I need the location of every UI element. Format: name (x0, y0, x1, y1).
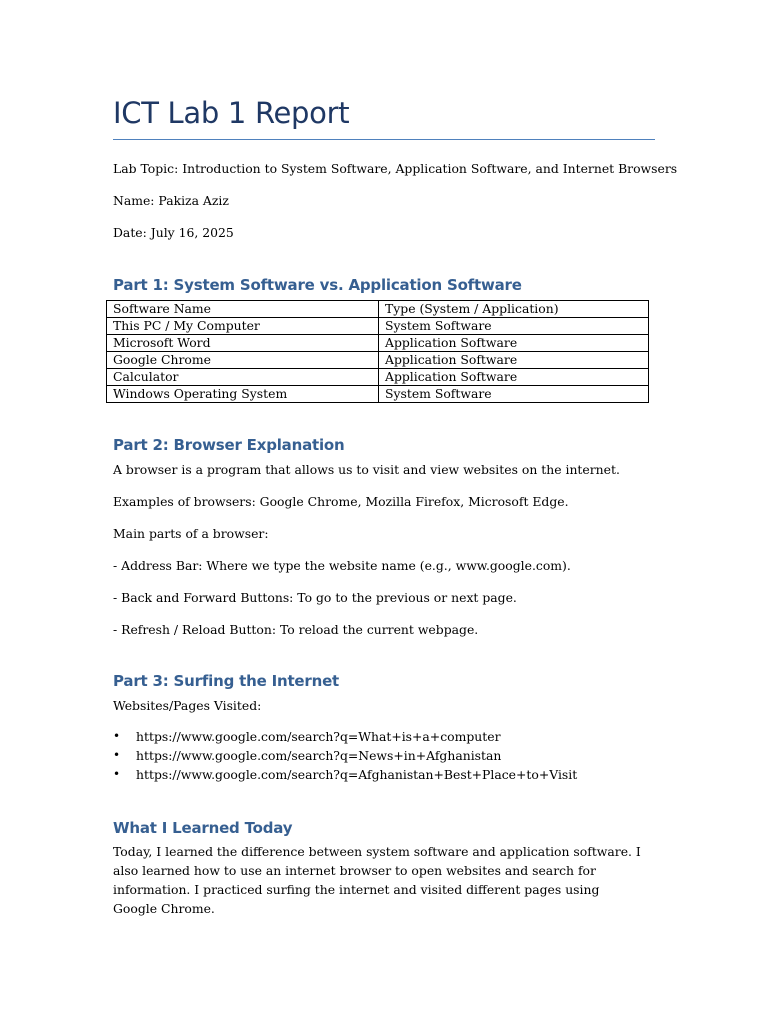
table-row (107, 352, 649, 369)
list-item (113, 746, 577, 765)
site-url: https://www.google.com/search?q=Afghanistan+Best+Place+to+Visit (136, 767, 578, 782)
part3-heading: Part 3: Surfing the Internet (113, 672, 340, 690)
lab-topic: Lab Topic: Introduction to System Software, Application Software, and Internet Browsers (113, 161, 678, 176)
table-cell: Application Software (379, 352, 649, 369)
learned-heading: What I Learned Today (113, 819, 293, 837)
table-cell: Google Chrome (107, 352, 379, 369)
table-header-cell: Software Name (107, 301, 379, 318)
table-cell: Application Software (379, 369, 649, 386)
browser-part-refresh: - Refresh / Reload Button: To reload the current webpage. (113, 622, 479, 637)
table-cell: This PC / My Computer (107, 318, 379, 335)
list-item (113, 727, 577, 746)
learned-paragraph: Today, I learned the difference between system software and application software. I also learned how to use an internet browser to open websites and search for information. I practiced surfing the internet and visited different pages using Google Chrome. (113, 844, 641, 916)
browser-examples: Examples of browsers: Google Chrome, Mozilla Firefox, Microsoft Edge. (113, 494, 569, 509)
table-row (107, 335, 649, 352)
table-row (107, 369, 649, 386)
site-url: https://www.google.com/search?q=News+in+Afghanistan (136, 748, 502, 763)
table-cell: System Software (379, 318, 649, 335)
part1-heading: Part 1: System Software vs. Application Software (113, 276, 522, 294)
table-cell: Application Software (379, 335, 649, 352)
table-cell: Calculator (107, 369, 379, 386)
title-underline (113, 139, 655, 140)
bullet-icon: • (113, 748, 121, 762)
student-name: Name: Pakiza Aziz (113, 193, 229, 208)
site-url: https://www.google.com/search?q=What+is+a+computer (136, 729, 501, 744)
browser-part-address-bar: - Address Bar: Where we type the website name (e.g., www.google.com). (113, 558, 571, 573)
browser-part-back-forward: - Back and Forward Buttons: To go to the previous or next page. (113, 590, 517, 605)
table-cell: System Software (379, 386, 649, 403)
visited-sites-list (113, 727, 577, 784)
table-cell: Microsoft Word (107, 335, 379, 352)
browser-definition: A browser is a program that allows us to visit and view websites on the internet. (113, 462, 620, 477)
bullet-icon: • (113, 729, 121, 743)
table-header-cell: Type (System / Application) (379, 301, 649, 318)
table-header-row (107, 301, 649, 318)
table-row (107, 386, 649, 403)
browser-parts-intro: Main parts of a browser: (113, 526, 269, 541)
software-table (106, 300, 649, 403)
table-row (107, 318, 649, 335)
table-cell: Windows Operating System (107, 386, 379, 403)
bullet-icon: • (113, 767, 121, 781)
list-item (113, 765, 577, 784)
websites-intro: Websites/Pages Visited: (113, 698, 262, 713)
report-date: Date: July 16, 2025 (113, 225, 234, 240)
part2-heading: Part 2: Browser Explanation (113, 436, 345, 454)
document-title: ICT Lab 1 Report (113, 96, 350, 130)
